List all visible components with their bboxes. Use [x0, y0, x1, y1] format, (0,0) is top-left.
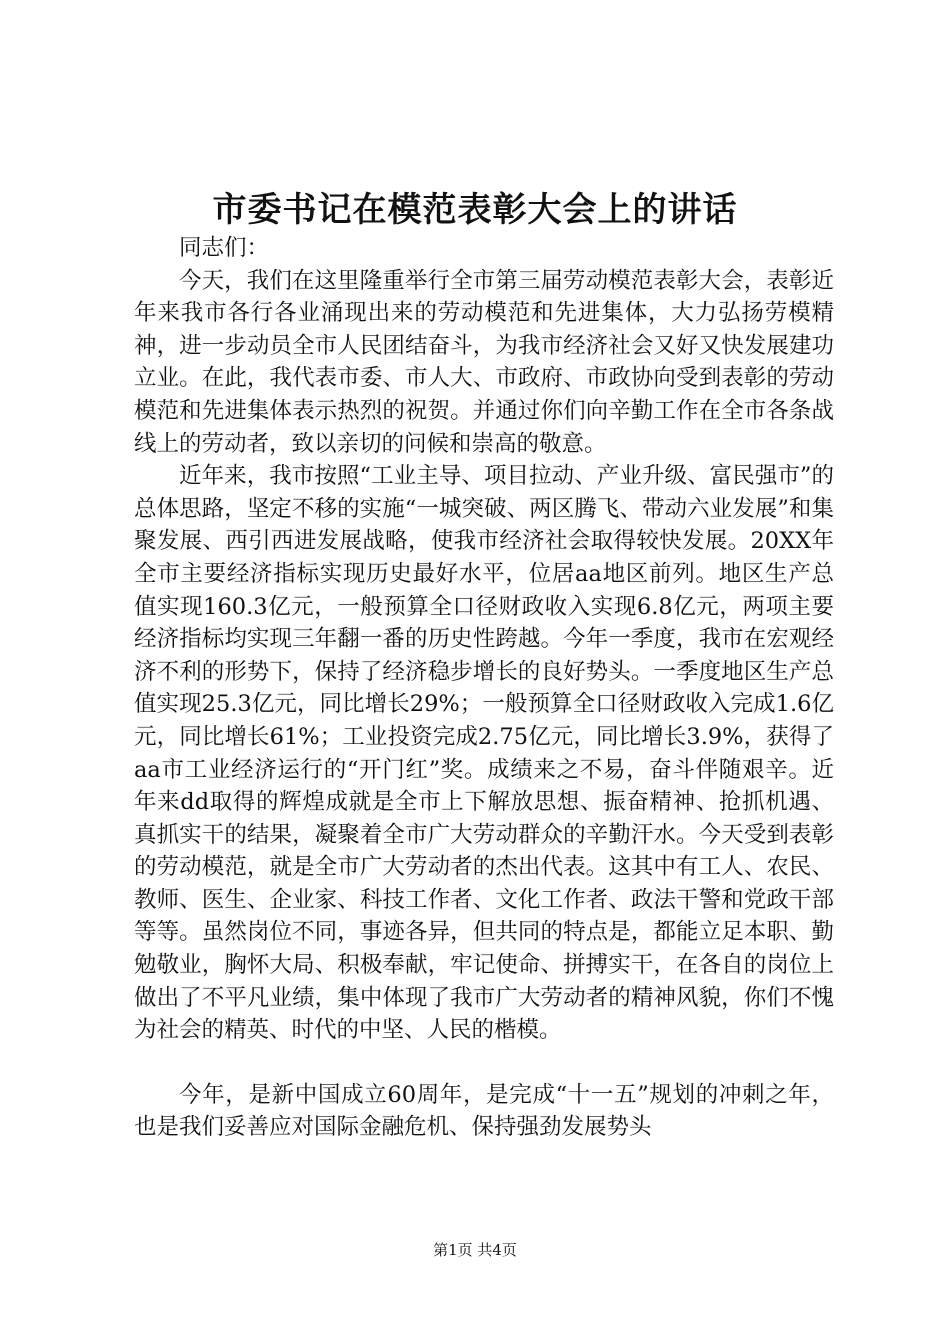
greeting-paragraph: 同志们：	[179, 235, 270, 261]
body-paragraph-2: 近年来，我市按照“工业主导、项目拉动、产业升级、富民强市”的总体思路，坚定不移的实施“一城突破、两区腾飞、带动六业发展”和集聚发展、西引西进发展战略，使我市经济社会取得较快发展。20XX年全市主要经济指标实现历史最好水平，位居aa地区前列。地区生产总值实现160.3亿元，一般预算全口径财政收入实现6.8亿元，两项主要经济指标均实现三年翻一番的历史性跨越。今年一季度，我市在宏观经济不利的形势下，保持了经济稳步增长的良好势头。一季度地区生产总值实现25.3亿元，同比增长29%；一般预算全口径财政收入完成1.6亿元，同比增长61%；工业投资完成2.75亿元，同比增长3.9%，获得了aa市工业经济运行的“开门红”奖。成绩来之不易，奋斗伴随艰辛。近年来dd取得的辉煌成就是全市上下解放思想、振奋精神、抢抓机遇、真抓实干的结果，凝聚着全市广大劳动群众的辛勤汗水。今天受到表彰的劳动模范，就是全市广大劳动者的杰出代表。这其中有工人、农民、教师、医生、企业家、科技工作者、文化工作者、政法干警和党政干部等等。虽然岗位不同，事迹各异，但共同的特点是，都能立足本职、勤勉敬业，胸怀大局、积极奉献，牢记使命、拼搏实干，在各自的岗位上做出了不平凡业绩，集中体现了我市广大劳动者的精神风貌，你们不愧为社会的精英、时代的中坚、人民的楷模。	[134, 463, 834, 1044]
document-title: 市委书记在模范表彰大会上的讲话	[212, 190, 738, 230]
body-paragraph-3: 今年，是新中国成立60周年，是完成“十一五”规划的冲刺之年，也是我们妥善应对国际金融危机、保持强劲发展势头	[134, 1081, 834, 1141]
body-paragraph-1: 今天，我们在这里隆重举行全市第三届劳动模范表彰大会，表彰近年来我市各行各业涌现出来的劳动模范和先进集体，大力弘扬劳模精神，进一步动员全市人民团结奋斗，为我市经济社会又好又快发展建功立业。在此，我代表市委、市人大、市政府、市政协向受到表彰的劳动模范和先进集体表示热烈的祝贺。并通过你们向辛勤工作在全市各条战线上的劳动者，致以亲切的问候和崇高的敬意。	[134, 267, 834, 457]
page-number-footer: 第1页 共4页	[433, 1241, 517, 1259]
document-body	[134, 232, 834, 1144]
